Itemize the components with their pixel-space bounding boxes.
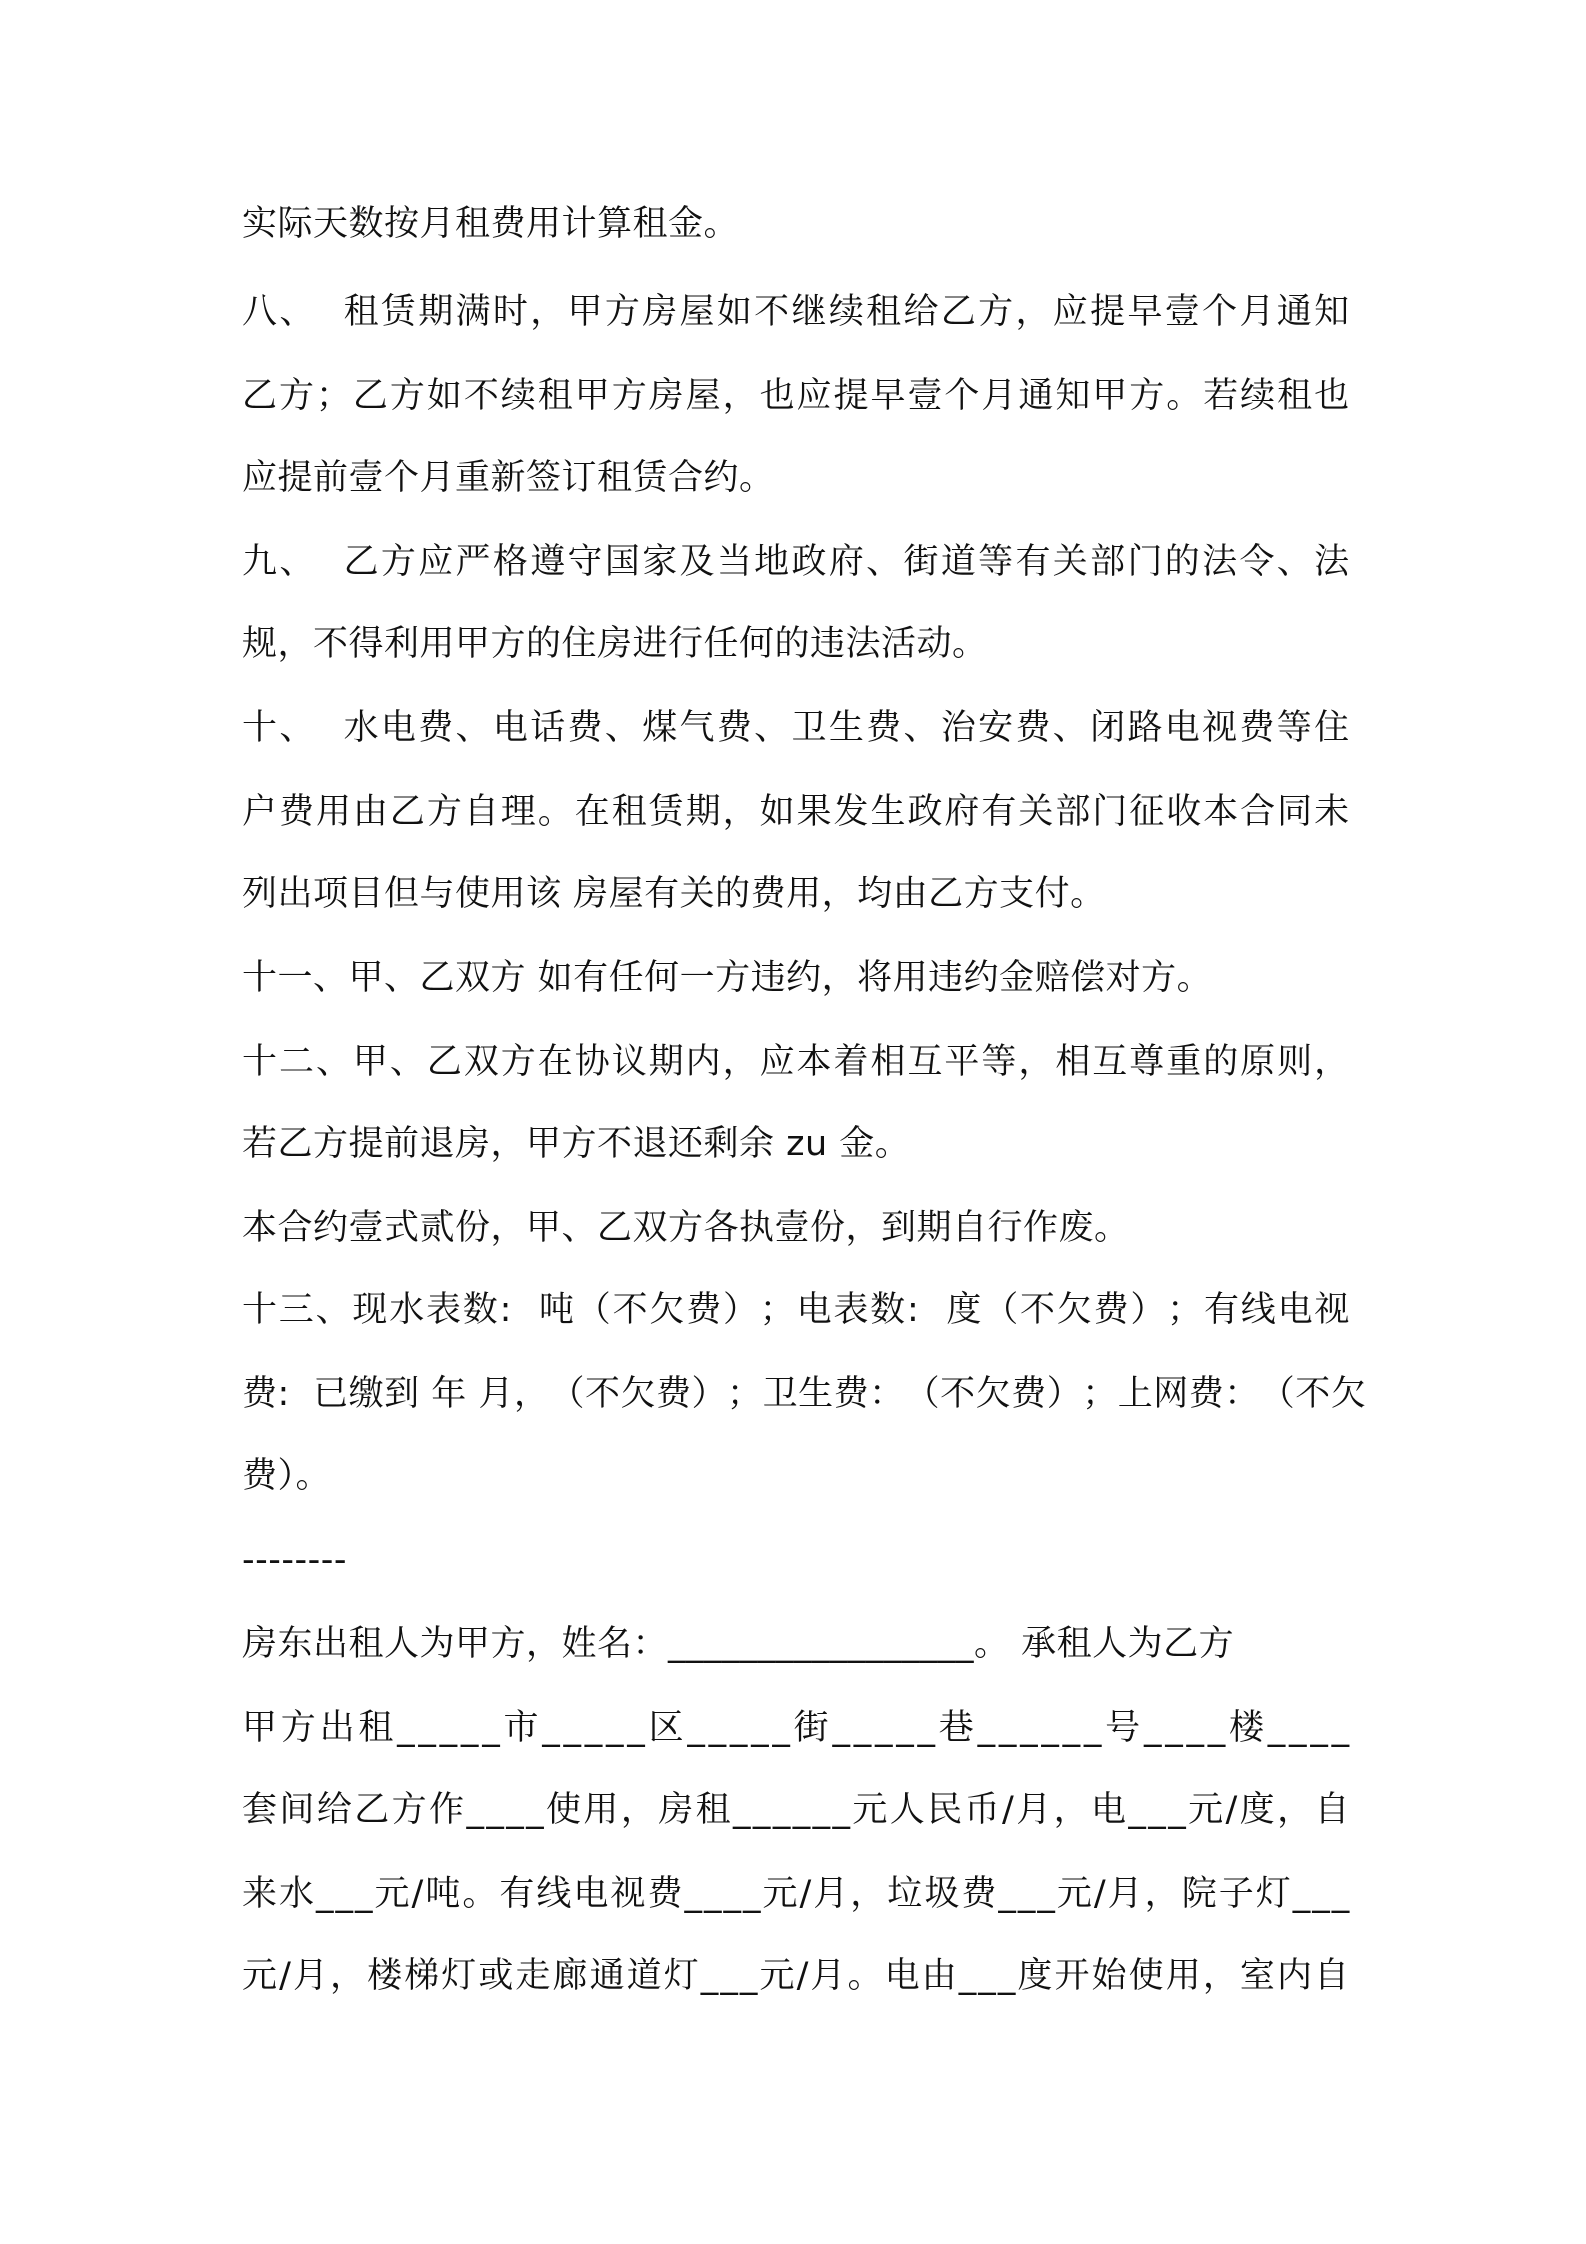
text-line: 甲 方 出 租 _ _ _ _ _ 市 _ _ _ _ _ 区 _ _ _ _ _ 街 _ _ _ _ _ 巷 _ _ _ _ _ _ 号 _ _ _ _ 楼 _ _ _ _ — [242, 1708, 1350, 1748]
text-line: 规，不得利用甲方的住房进行任何的违法活动。 — [242, 624, 988, 664]
text-line: 元 / 月 ， 楼 梯 灯 或 走 廊 通 道 灯 _ _ _ 元 / 月 。 电 由 _ _ _ 度 开 始 使 用 ， 室 内 自 — [242, 1956, 1350, 1996]
text-line: 来 水 _ _ _ 元 / 吨 。 有 线 电 视 费 _ _ _ _ 元 / 月 ， 垃 圾 费 _ _ _ 元 / 月 ， 院 子 灯 _ _ _ — [242, 1874, 1350, 1914]
text-line: 应提前壹个月重新签订租赁合约。 — [242, 458, 775, 498]
text-line: 十一、甲、乙双方 如有任何一方违约，将用违约金赔偿对方。 — [242, 958, 1213, 998]
text-line: 八 、 租 赁 期 满 时 ， 甲 方 房 屋 如 不 继 续 租 给 乙 方 ， 应 提 早 壹 个 月 通 知 — [242, 292, 1350, 332]
text-line: 乙 方 ； 乙 方 如 不 续 租 甲 方 房 屋 ， 也 应 提 早 壹 个 月 通 知 甲 方 。 若 续 租 也 — [242, 376, 1350, 416]
text-line: 九 、 乙 方 应 严 格 遵 守 国 家 及 当 地 政 府 、 街 道 等 有 关 部 门 的 法 令 、 法 — [242, 542, 1350, 582]
text-line: 列出项目但与使用该 房屋有关的费用，均由乙方支付。 — [242, 874, 1106, 914]
text-line: 十 二 、 甲 、 乙 双 方 在 协 议 期 内 ， 应 本 着 相 互 平 等 ， 相 互 尊 重 的 原 则 ， — [242, 1042, 1350, 1082]
text-line: 十 、 水 电 费 、 电 话 费 、 煤 气 费 、 卫 生 费 、 治 安 费 、 闭 路 电 视 费 等 住 — [242, 708, 1350, 748]
text-line: 费）。 — [242, 1456, 332, 1496]
text-line: 费 : 已 缴 到 年 月 ， （ 不 欠 费 ） ； 卫 生 费 ： （ 不 欠 费 ） ； 上 网 费 ： （ 不 欠 — [242, 1374, 1367, 1414]
text-line: 十 三 、 现 水 表 数 : 吨 （ 不 欠 费 ） ； 电 表 数 : 度 （ 不 欠 费 ） ； 有 线 电 视 — [242, 1290, 1350, 1330]
text-line: 若乙方提前退房，甲方不退还剩余 zu 金。 — [242, 1124, 911, 1164]
text-line: 本合约壹式贰份，甲、乙双方各执壹份，到期自行作废。 — [242, 1208, 1130, 1248]
separator-line: -------- — [242, 1540, 348, 1580]
text-line: 房东出租人为甲方，姓名：_________________。 承租人为乙方 — [242, 1624, 1235, 1664]
text-line: 实际天数按月租费用计算租金。 — [242, 204, 740, 244]
text-line: 套 间 给 乙 方 作 _ _ _ _ 使 用 ， 房 租 _ _ _ _ _ _ 元 人 民 币 / 月 ， 电 _ _ _ 元 / 度 ， 自 — [242, 1790, 1350, 1830]
text-line: 户 费 用 由 乙 方 自 理 。 在 租 赁 期 ， 如 果 发 生 政 府 有 关 部 门 征 收 本 合 同 未 — [242, 792, 1350, 832]
